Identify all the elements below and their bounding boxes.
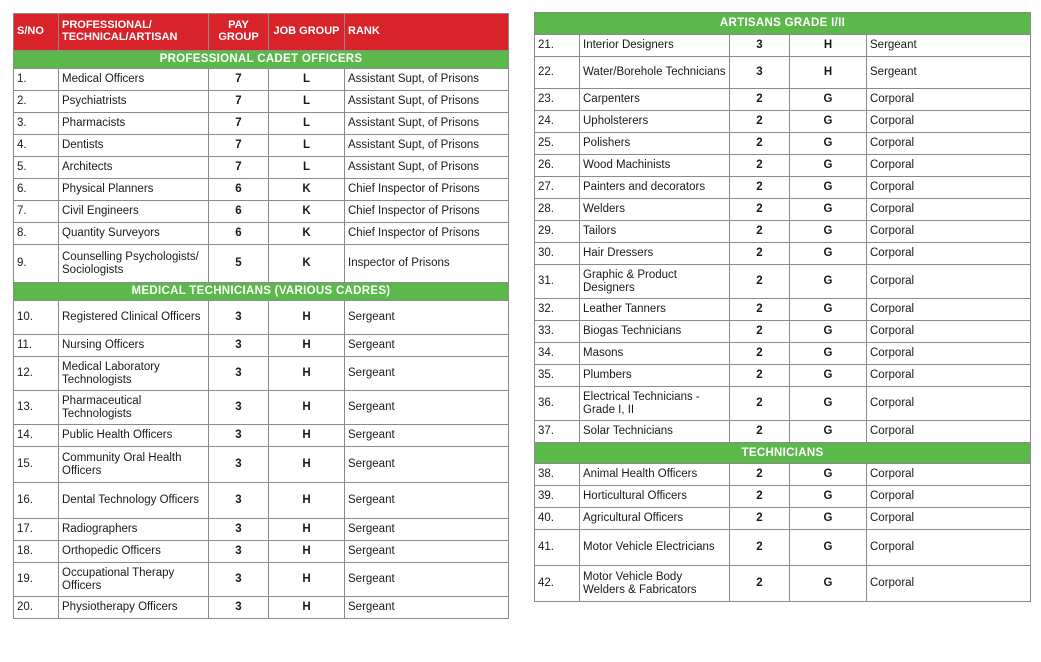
rank-cell: Assistant Supt, of Prisons bbox=[345, 113, 509, 135]
rank-cell: Corporal bbox=[867, 265, 1031, 299]
name-cell: Graphic & Product Designers bbox=[580, 265, 730, 299]
table-row bbox=[14, 179, 509, 201]
name-cell: Public Health Officers bbox=[59, 425, 209, 447]
sno-cell: 1. bbox=[14, 69, 59, 91]
category-header: PROFESSIONAL/ TECHNICAL/ARTISAN bbox=[59, 14, 209, 51]
table-row bbox=[14, 391, 509, 425]
pay-group-cell: 2 bbox=[730, 243, 790, 265]
rank-cell: Sergeant bbox=[867, 35, 1031, 57]
rank-cell: Corporal bbox=[867, 177, 1031, 199]
job-group-cell: G bbox=[790, 365, 867, 387]
rank-cell: Corporal bbox=[867, 299, 1031, 321]
rank-cell: Corporal bbox=[867, 343, 1031, 365]
name-cell: Horticultural Officers bbox=[580, 486, 730, 508]
table-row bbox=[535, 265, 1031, 299]
job-group-cell: H bbox=[269, 391, 345, 425]
rank-cell: Assistant Supt, of Prisons bbox=[345, 157, 509, 179]
rank-cell: Assistant Supt, of Prisons bbox=[345, 69, 509, 91]
job-group-cell: G bbox=[790, 343, 867, 365]
rank-cell: Corporal bbox=[867, 387, 1031, 421]
name-cell: Medical Laboratory Technologists bbox=[59, 357, 209, 391]
pay-group-cell: 7 bbox=[209, 157, 269, 179]
job-group-cell: L bbox=[269, 69, 345, 91]
table-row bbox=[14, 519, 509, 541]
name-cell: Orthopedic Officers bbox=[59, 541, 209, 563]
sno-header: S/NO bbox=[14, 14, 59, 51]
right-ranks-table bbox=[534, 12, 1031, 602]
name-cell: Solar Technicians bbox=[580, 421, 730, 443]
pay-group-cell: 2 bbox=[730, 111, 790, 133]
rank-cell: Corporal bbox=[867, 421, 1031, 443]
rank-cell: Sergeant bbox=[345, 357, 509, 391]
pay-group-cell: 2 bbox=[730, 265, 790, 299]
table-row bbox=[14, 245, 509, 283]
name-cell: Animal Health Officers bbox=[580, 464, 730, 486]
rank-cell: Corporal bbox=[867, 464, 1031, 486]
pay-group-cell: 2 bbox=[730, 155, 790, 177]
job-group-cell: K bbox=[269, 179, 345, 201]
rank-cell: Sergeant bbox=[345, 447, 509, 483]
table-row bbox=[14, 597, 509, 619]
pay-group-cell: 3 bbox=[209, 597, 269, 619]
sno-cell: 23. bbox=[535, 89, 580, 111]
table-header-row bbox=[14, 14, 509, 51]
pay-group-cell: 2 bbox=[730, 421, 790, 443]
rank-cell: Corporal bbox=[867, 321, 1031, 343]
table-row bbox=[14, 335, 509, 357]
pay-group-cell: 7 bbox=[209, 91, 269, 113]
job-group-cell: K bbox=[269, 223, 345, 245]
name-cell: Physical Planners bbox=[59, 179, 209, 201]
pay-group-cell: 2 bbox=[730, 508, 790, 530]
pay-group-cell: 2 bbox=[730, 133, 790, 155]
name-cell: Carpenters bbox=[580, 89, 730, 111]
pay-group-cell: 2 bbox=[730, 89, 790, 111]
rank-cell: Corporal bbox=[867, 199, 1031, 221]
pay-group-cell: 2 bbox=[730, 365, 790, 387]
rank-cell: Assistant Supt, of Prisons bbox=[345, 91, 509, 113]
job-group-cell: H bbox=[790, 35, 867, 57]
rank-cell: Corporal bbox=[867, 89, 1031, 111]
section-row bbox=[535, 443, 1031, 464]
section-title-medical: MEDICAL TECHNICIANS (VARIOUS CADRES) bbox=[14, 283, 509, 301]
job-group-cell: H bbox=[269, 335, 345, 357]
table-row bbox=[535, 35, 1031, 57]
job-group-cell: G bbox=[790, 566, 867, 602]
name-cell: Masons bbox=[580, 343, 730, 365]
rank-cell: Corporal bbox=[867, 111, 1031, 133]
name-cell: Civil Engineers bbox=[59, 201, 209, 223]
name-cell: Dental Technology Officers bbox=[59, 483, 209, 519]
name-cell: Polishers bbox=[580, 133, 730, 155]
table-row bbox=[14, 69, 509, 91]
name-cell: Dentists bbox=[59, 135, 209, 157]
pay-group-cell: 7 bbox=[209, 113, 269, 135]
pay-group-cell: 3 bbox=[209, 519, 269, 541]
job-group-cell: G bbox=[790, 486, 867, 508]
name-cell: Water/Borehole Technicians bbox=[580, 57, 730, 89]
rank-cell: Corporal bbox=[867, 486, 1031, 508]
sno-cell: 13. bbox=[14, 391, 59, 425]
sno-cell: 21. bbox=[535, 35, 580, 57]
section-row bbox=[14, 283, 509, 301]
table-row bbox=[14, 541, 509, 563]
table-row bbox=[14, 301, 509, 335]
sno-cell: 32. bbox=[535, 299, 580, 321]
job-group-cell: G bbox=[790, 243, 867, 265]
rank-cell: Sergeant bbox=[867, 57, 1031, 89]
job-group-cell: H bbox=[269, 301, 345, 335]
pay-group-cell: 2 bbox=[730, 299, 790, 321]
rank-cell: Chief Inspector of Prisons bbox=[345, 201, 509, 223]
job-group-cell: L bbox=[269, 135, 345, 157]
pay-group-cell: 6 bbox=[209, 223, 269, 245]
table-row bbox=[14, 425, 509, 447]
rank-header: RANK bbox=[345, 14, 509, 51]
name-cell: Pharmacists bbox=[59, 113, 209, 135]
pay-group-cell: 3 bbox=[209, 391, 269, 425]
sno-cell: 30. bbox=[535, 243, 580, 265]
sno-cell: 26. bbox=[535, 155, 580, 177]
table-row bbox=[535, 421, 1031, 443]
sno-cell: 18. bbox=[14, 541, 59, 563]
sno-cell: 15. bbox=[14, 447, 59, 483]
table-row bbox=[535, 57, 1031, 89]
table-row bbox=[535, 321, 1031, 343]
rank-cell: Corporal bbox=[867, 566, 1031, 602]
job-group-cell: K bbox=[269, 245, 345, 283]
sno-cell: 11. bbox=[14, 335, 59, 357]
table-row bbox=[535, 299, 1031, 321]
name-cell: Medical Officers bbox=[59, 69, 209, 91]
job-group-cell: H bbox=[269, 563, 345, 597]
job-group-cell: H bbox=[269, 357, 345, 391]
rank-cell: Sergeant bbox=[345, 597, 509, 619]
left-ranks-table bbox=[13, 13, 509, 619]
table-row bbox=[535, 133, 1031, 155]
table-row bbox=[14, 91, 509, 113]
pay-group-cell: 2 bbox=[730, 177, 790, 199]
name-cell: Electrical Technicians -Grade I, II bbox=[580, 387, 730, 421]
pay-group-cell: 2 bbox=[730, 343, 790, 365]
job-group-cell: G bbox=[790, 177, 867, 199]
name-cell: Community Oral Health Officers bbox=[59, 447, 209, 483]
name-cell: Leather Tanners bbox=[580, 299, 730, 321]
name-cell: Physiotherapy Officers bbox=[59, 597, 209, 619]
name-cell: Pharmaceutical Technologists bbox=[59, 391, 209, 425]
pay-group-header: PAY GROUP bbox=[209, 14, 269, 51]
sno-cell: 9. bbox=[14, 245, 59, 283]
section-title-technicians: TECHNICIANS bbox=[535, 443, 1031, 464]
job-group-cell: G bbox=[790, 133, 867, 155]
name-cell: Quantity Surveyors bbox=[59, 223, 209, 245]
table-row bbox=[535, 566, 1031, 602]
pay-group-cell: 3 bbox=[209, 357, 269, 391]
section-row bbox=[14, 51, 509, 69]
pay-group-cell: 5 bbox=[209, 245, 269, 283]
pay-group-cell: 3 bbox=[730, 35, 790, 57]
sno-cell: 25. bbox=[535, 133, 580, 155]
name-cell: Tailors bbox=[580, 221, 730, 243]
sno-cell: 14. bbox=[14, 425, 59, 447]
name-cell: Counselling Psychologists/ Sociologists bbox=[59, 245, 209, 283]
job-group-cell: H bbox=[269, 541, 345, 563]
job-group-cell: H bbox=[790, 57, 867, 89]
sno-cell: 22. bbox=[535, 57, 580, 89]
rank-cell: Sergeant bbox=[345, 391, 509, 425]
table-row bbox=[14, 223, 509, 245]
sno-cell: 27. bbox=[535, 177, 580, 199]
rank-cell: Corporal bbox=[867, 530, 1031, 566]
table-row bbox=[535, 155, 1031, 177]
table-row bbox=[14, 483, 509, 519]
name-cell: Radiographers bbox=[59, 519, 209, 541]
job-group-cell: G bbox=[790, 387, 867, 421]
table-row bbox=[14, 563, 509, 597]
name-cell: Interior Designers bbox=[580, 35, 730, 57]
professional-rows bbox=[14, 69, 509, 283]
rank-cell: Corporal bbox=[867, 155, 1031, 177]
rank-cell: Sergeant bbox=[345, 519, 509, 541]
job-group-cell: G bbox=[790, 530, 867, 566]
pay-group-cell: 2 bbox=[730, 321, 790, 343]
table-row bbox=[535, 221, 1031, 243]
job-group-cell: G bbox=[790, 89, 867, 111]
job-group-cell: G bbox=[790, 221, 867, 243]
pay-group-cell: 3 bbox=[730, 57, 790, 89]
pay-group-cell: 2 bbox=[730, 566, 790, 602]
pay-group-cell: 3 bbox=[209, 425, 269, 447]
section-title-artisans: ARTISANS GRADE I/II bbox=[535, 13, 1031, 35]
job-group-cell: G bbox=[790, 111, 867, 133]
pay-group-cell: 2 bbox=[730, 530, 790, 566]
artisan-rows bbox=[535, 35, 1031, 443]
job-group-cell: L bbox=[269, 91, 345, 113]
pay-group-cell: 2 bbox=[730, 486, 790, 508]
job-group-cell: H bbox=[269, 483, 345, 519]
pay-group-cell: 2 bbox=[730, 199, 790, 221]
name-cell: Plumbers bbox=[580, 365, 730, 387]
table-row bbox=[535, 199, 1031, 221]
pay-group-cell: 3 bbox=[209, 447, 269, 483]
sno-cell: 19. bbox=[14, 563, 59, 597]
sno-cell: 36. bbox=[535, 387, 580, 421]
job-group-cell: G bbox=[790, 155, 867, 177]
table-row bbox=[535, 111, 1031, 133]
job-group-cell: G bbox=[790, 321, 867, 343]
table-row bbox=[535, 343, 1031, 365]
job-group-cell: G bbox=[790, 464, 867, 486]
job-group-cell: L bbox=[269, 157, 345, 179]
job-group-cell: H bbox=[269, 519, 345, 541]
rank-cell: Corporal bbox=[867, 365, 1031, 387]
sno-cell: 6. bbox=[14, 179, 59, 201]
table-row bbox=[535, 486, 1031, 508]
name-cell: Upholsterers bbox=[580, 111, 730, 133]
job-group-cell: H bbox=[269, 425, 345, 447]
name-cell: Agricultural Officers bbox=[580, 508, 730, 530]
table-row bbox=[535, 89, 1031, 111]
table-row bbox=[535, 387, 1031, 421]
pay-group-cell: 3 bbox=[209, 483, 269, 519]
sno-cell: 34. bbox=[535, 343, 580, 365]
sno-cell: 41. bbox=[535, 530, 580, 566]
rank-cell: Chief Inspector of Prisons bbox=[345, 223, 509, 245]
table-row bbox=[535, 243, 1031, 265]
table-row bbox=[535, 464, 1031, 486]
name-cell: Motor Vehicle Body Welders & Fabricators bbox=[580, 566, 730, 602]
rank-cell: Sergeant bbox=[345, 335, 509, 357]
name-cell: Wood Machinists bbox=[580, 155, 730, 177]
sno-cell: 35. bbox=[535, 365, 580, 387]
rank-cell: Chief Inspector of Prisons bbox=[345, 179, 509, 201]
pay-group-cell: 7 bbox=[209, 135, 269, 157]
sno-cell: 33. bbox=[535, 321, 580, 343]
medical-rows bbox=[14, 301, 509, 619]
table-row bbox=[14, 157, 509, 179]
rank-cell: Sergeant bbox=[345, 563, 509, 597]
rank-cell: Sergeant bbox=[345, 541, 509, 563]
sno-cell: 12. bbox=[14, 357, 59, 391]
pay-group-cell: 7 bbox=[209, 69, 269, 91]
sno-cell: 2. bbox=[14, 91, 59, 113]
sno-cell: 24. bbox=[535, 111, 580, 133]
name-cell: Biogas Technicians bbox=[580, 321, 730, 343]
name-cell: Occupational Therapy Officers bbox=[59, 563, 209, 597]
sno-cell: 38. bbox=[535, 464, 580, 486]
name-cell: Registered Clinical Officers bbox=[59, 301, 209, 335]
name-cell: Welders bbox=[580, 199, 730, 221]
job-group-cell: G bbox=[790, 199, 867, 221]
sno-cell: 28. bbox=[535, 199, 580, 221]
technician-rows bbox=[535, 464, 1031, 602]
pay-group-cell: 2 bbox=[730, 221, 790, 243]
table-row bbox=[14, 357, 509, 391]
sno-cell: 17. bbox=[14, 519, 59, 541]
section-row bbox=[535, 13, 1031, 35]
name-cell: Hair Dressers bbox=[580, 243, 730, 265]
sno-cell: 29. bbox=[535, 221, 580, 243]
pay-group-cell: 2 bbox=[730, 464, 790, 486]
sno-cell: 39. bbox=[535, 486, 580, 508]
rank-cell: Corporal bbox=[867, 133, 1031, 155]
table-row bbox=[14, 113, 509, 135]
sno-cell: 16. bbox=[14, 483, 59, 519]
rank-cell: Assistant Supt, of Prisons bbox=[345, 135, 509, 157]
sno-cell: 8. bbox=[14, 223, 59, 245]
job-group-header: JOB GROUP bbox=[269, 14, 345, 51]
sno-cell: 20. bbox=[14, 597, 59, 619]
rank-cell: Sergeant bbox=[345, 483, 509, 519]
table-row bbox=[14, 135, 509, 157]
sno-cell: 5. bbox=[14, 157, 59, 179]
job-group-cell: H bbox=[269, 597, 345, 619]
pay-group-cell: 3 bbox=[209, 563, 269, 597]
name-cell: Painters and decorators bbox=[580, 177, 730, 199]
rank-cell: Sergeant bbox=[345, 301, 509, 335]
pay-group-cell: 3 bbox=[209, 335, 269, 357]
sno-cell: 31. bbox=[535, 265, 580, 299]
rank-cell: Sergeant bbox=[345, 425, 509, 447]
name-cell: Motor Vehicle Electricians bbox=[580, 530, 730, 566]
sno-cell: 3. bbox=[14, 113, 59, 135]
table-row bbox=[535, 177, 1031, 199]
job-group-cell: G bbox=[790, 508, 867, 530]
pay-group-cell: 2 bbox=[730, 387, 790, 421]
sno-cell: 7. bbox=[14, 201, 59, 223]
rank-cell: Corporal bbox=[867, 243, 1031, 265]
rank-cell: Corporal bbox=[867, 221, 1031, 243]
rank-cell: Inspector of Prisons bbox=[345, 245, 509, 283]
rank-cell: Corporal bbox=[867, 508, 1031, 530]
pay-group-cell: 3 bbox=[209, 541, 269, 563]
job-group-cell: H bbox=[269, 447, 345, 483]
table-row bbox=[14, 447, 509, 483]
job-group-cell: G bbox=[790, 265, 867, 299]
job-group-cell: L bbox=[269, 113, 345, 135]
pay-group-cell: 3 bbox=[209, 301, 269, 335]
section-title-professional: PROFESSIONAL CADET OFFICERS bbox=[14, 51, 509, 69]
pay-group-cell: 6 bbox=[209, 201, 269, 223]
table-row bbox=[14, 201, 509, 223]
job-group-cell: K bbox=[269, 201, 345, 223]
table-row bbox=[535, 365, 1031, 387]
table-row bbox=[535, 508, 1031, 530]
sno-cell: 40. bbox=[535, 508, 580, 530]
name-cell: Architects bbox=[59, 157, 209, 179]
sno-cell: 37. bbox=[535, 421, 580, 443]
name-cell: Nursing Officers bbox=[59, 335, 209, 357]
sno-cell: 4. bbox=[14, 135, 59, 157]
job-group-cell: G bbox=[790, 421, 867, 443]
table-row bbox=[535, 530, 1031, 566]
name-cell: Psychiatrists bbox=[59, 91, 209, 113]
sno-cell: 10. bbox=[14, 301, 59, 335]
job-group-cell: G bbox=[790, 299, 867, 321]
sno-cell: 42. bbox=[535, 566, 580, 602]
pay-group-cell: 6 bbox=[209, 179, 269, 201]
